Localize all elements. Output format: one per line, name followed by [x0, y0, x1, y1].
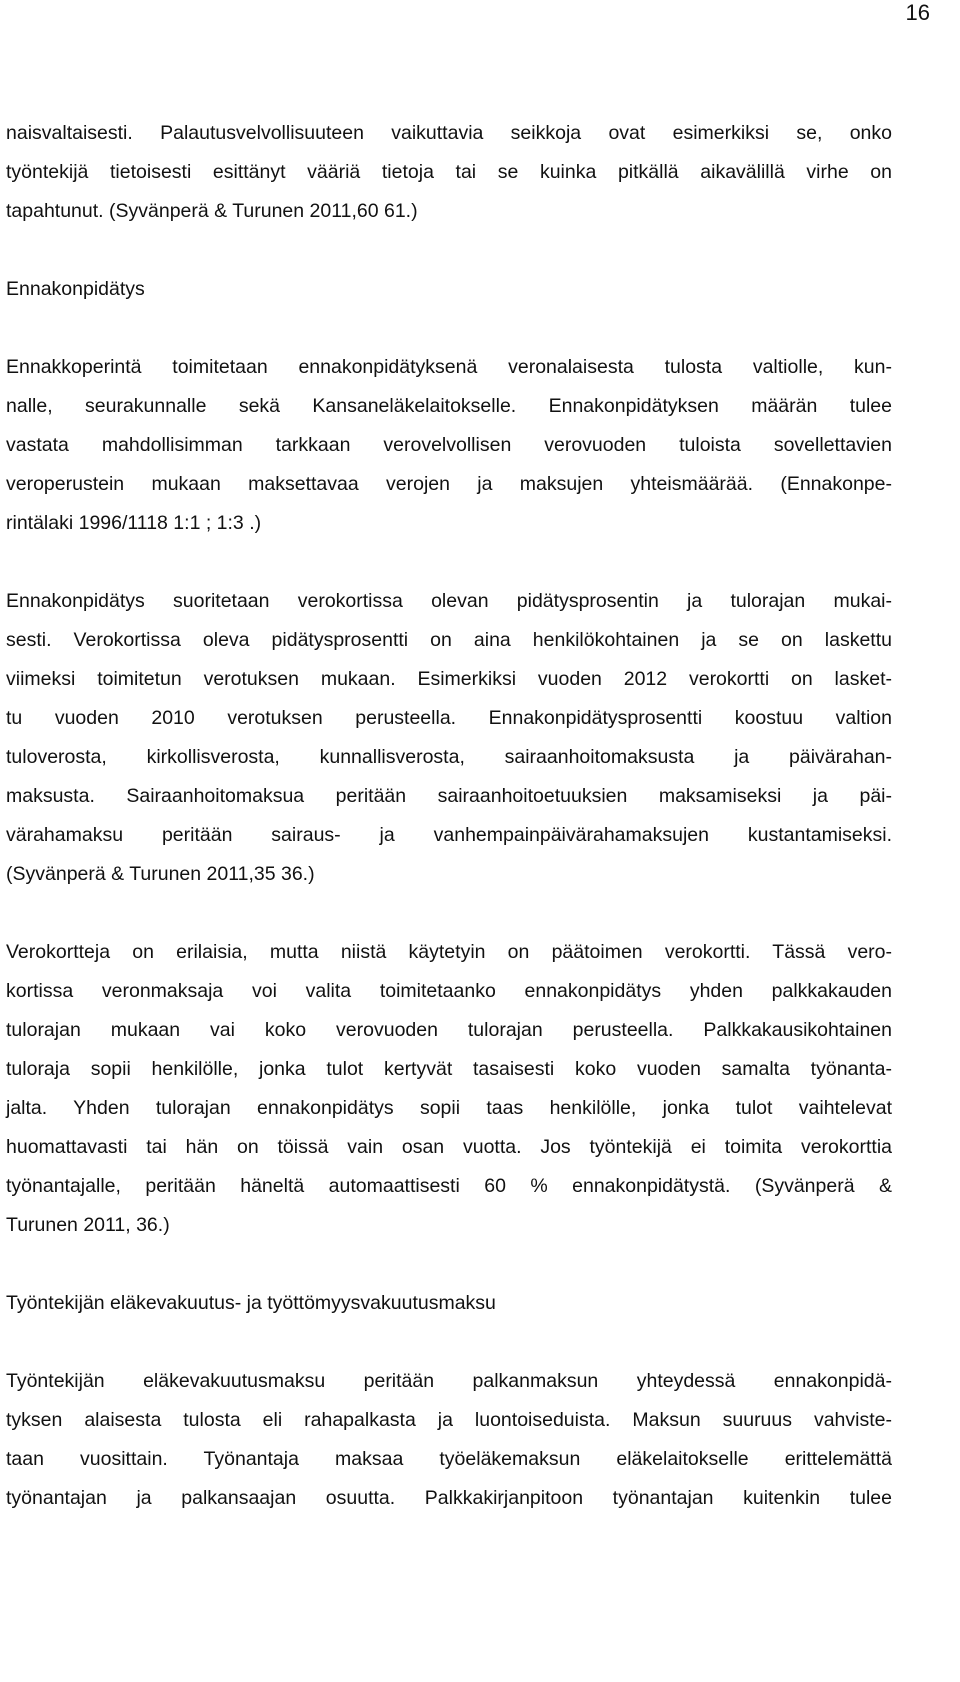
- text-line: tapahtunut. (Syvänperä & Turunen 2011,60 61.): [6, 200, 418, 222]
- text-line: työnantajan ja palkansaajan osuutta. Palkkakirjanpitoon työnantajan kuitenkin tulee: [6, 1487, 892, 1509]
- text-line: Turunen 2011, 36.): [6, 1214, 170, 1236]
- text-line: työnantajalle, peritään häneltä automaattisesti 60 % ennakonpidätystä. (Syvänperä &: [6, 1175, 892, 1197]
- text-line: työntekijä tietoisesti esittänyt vääriä tietoja tai se kuinka pitkällä aikavälillä virhe on: [6, 161, 892, 183]
- text-line: veroperustein mukaan maksettavaa verojen ja maksujen yhteismäärää. (Ennakonpe-: [6, 473, 892, 495]
- text-line: maksusta. Sairaanhoitomaksua peritään sairaanhoitoetuuksien maksamiseksi ja päi-: [6, 785, 892, 807]
- page-number: 16: [905, 0, 930, 25]
- text-line: rintälaki 1996/1118 1:1 ; 1:3 .): [6, 512, 262, 534]
- text-line: jalta. Yhden tulorajan ennakonpidätys sopii taas henkilölle, jonka tulot vaihtelevat: [6, 1097, 892, 1119]
- text-line: tuloverosta, kirkollisverosta, kunnallisverosta, sairaanhoitomaksusta ja päivärahan-: [6, 746, 892, 768]
- text-line: tulorajan mukaan vai koko verovuoden tulorajan perusteella. Palkkakausikohtainen: [6, 1019, 892, 1041]
- document-body: [6, 114, 892, 1518]
- text-line: Työntekijän eläkevakuutusmaksu peritään palkanmaksun yhteydessä ennakonpidä-: [6, 1370, 892, 1392]
- text-line: naisvaltaisesti. Palautusvelvollisuuteen vaikuttavia seikkoja ovat esimerkiksi se, onko: [6, 122, 892, 144]
- section-heading: Työntekijän eläkevakuutus- ja työttömyysvakuutusmaksu: [6, 1292, 496, 1314]
- section-heading: Ennakonpidätys: [6, 278, 145, 300]
- text-line: Ennakkoperintä toimitetaan ennakonpidätyksenä veronalaisesta tulosta valtiolle, kun-: [6, 356, 892, 378]
- text-line: huomattavasti tai hän on töissä vain osan vuotta. Jos työntekijä ei toimita verokorttia: [6, 1136, 892, 1158]
- text-line: vastata mahdollisimman tarkkaan verovelvollisen verovuoden tuloista sovellettavien: [6, 434, 892, 456]
- paragraph: [6, 348, 892, 543]
- paragraph: [6, 933, 892, 1245]
- text-line: värahamaksu peritään sairaus- ja vanhempainpäivärahamaksujen kustantamiseksi.: [6, 824, 892, 846]
- text-line: (Syvänperä & Turunen 2011,35 36.): [6, 863, 315, 885]
- text-line: tyksen alaisesta tulosta eli rahapalkasta ja luontoiseduista. Maksun suuruus vahviste-: [6, 1409, 892, 1431]
- text-line: sesti. Verokortissa oleva pidätysprosentti on aina henkilökohtainen ja se on laskettu: [6, 629, 892, 651]
- text-line: Ennakonpidätys suoritetaan verokortissa olevan pidätysprosentin ja tulorajan mukai-: [6, 590, 892, 612]
- text-line: kortissa veronmaksaja voi valita toimitetaanko ennakonpidätys yhden palkkakauden: [6, 980, 892, 1002]
- text-line: viimeksi toimitetun verotuksen mukaan. Esimerkiksi vuoden 2012 verokortti on lasket-: [6, 668, 892, 690]
- paragraph: [6, 582, 892, 894]
- text-line: taan vuosittain. Työnantaja maksaa työeläkemaksun eläkelaitokselle erittelemättä: [6, 1448, 892, 1470]
- text-line: tuloraja sopii henkilölle, jonka tulot kertyvät tasaisesti koko vuoden samalta työnanta-: [6, 1058, 892, 1080]
- text-line: nalle, seurakunnalle sekä Kansaneläkelaitokselle. Ennakonpidätyksen määrän tulee: [6, 395, 892, 417]
- paragraph: [6, 114, 892, 231]
- text-line: tu vuoden 2010 verotuksen perusteella. Ennakonpidätysprosentti koostuu valtion: [6, 707, 892, 729]
- text-line: Verokortteja on erilaisia, mutta niistä käytetyin on päätoimen verokortti. Tässä vero-: [6, 941, 892, 963]
- paragraph: [6, 1362, 892, 1518]
